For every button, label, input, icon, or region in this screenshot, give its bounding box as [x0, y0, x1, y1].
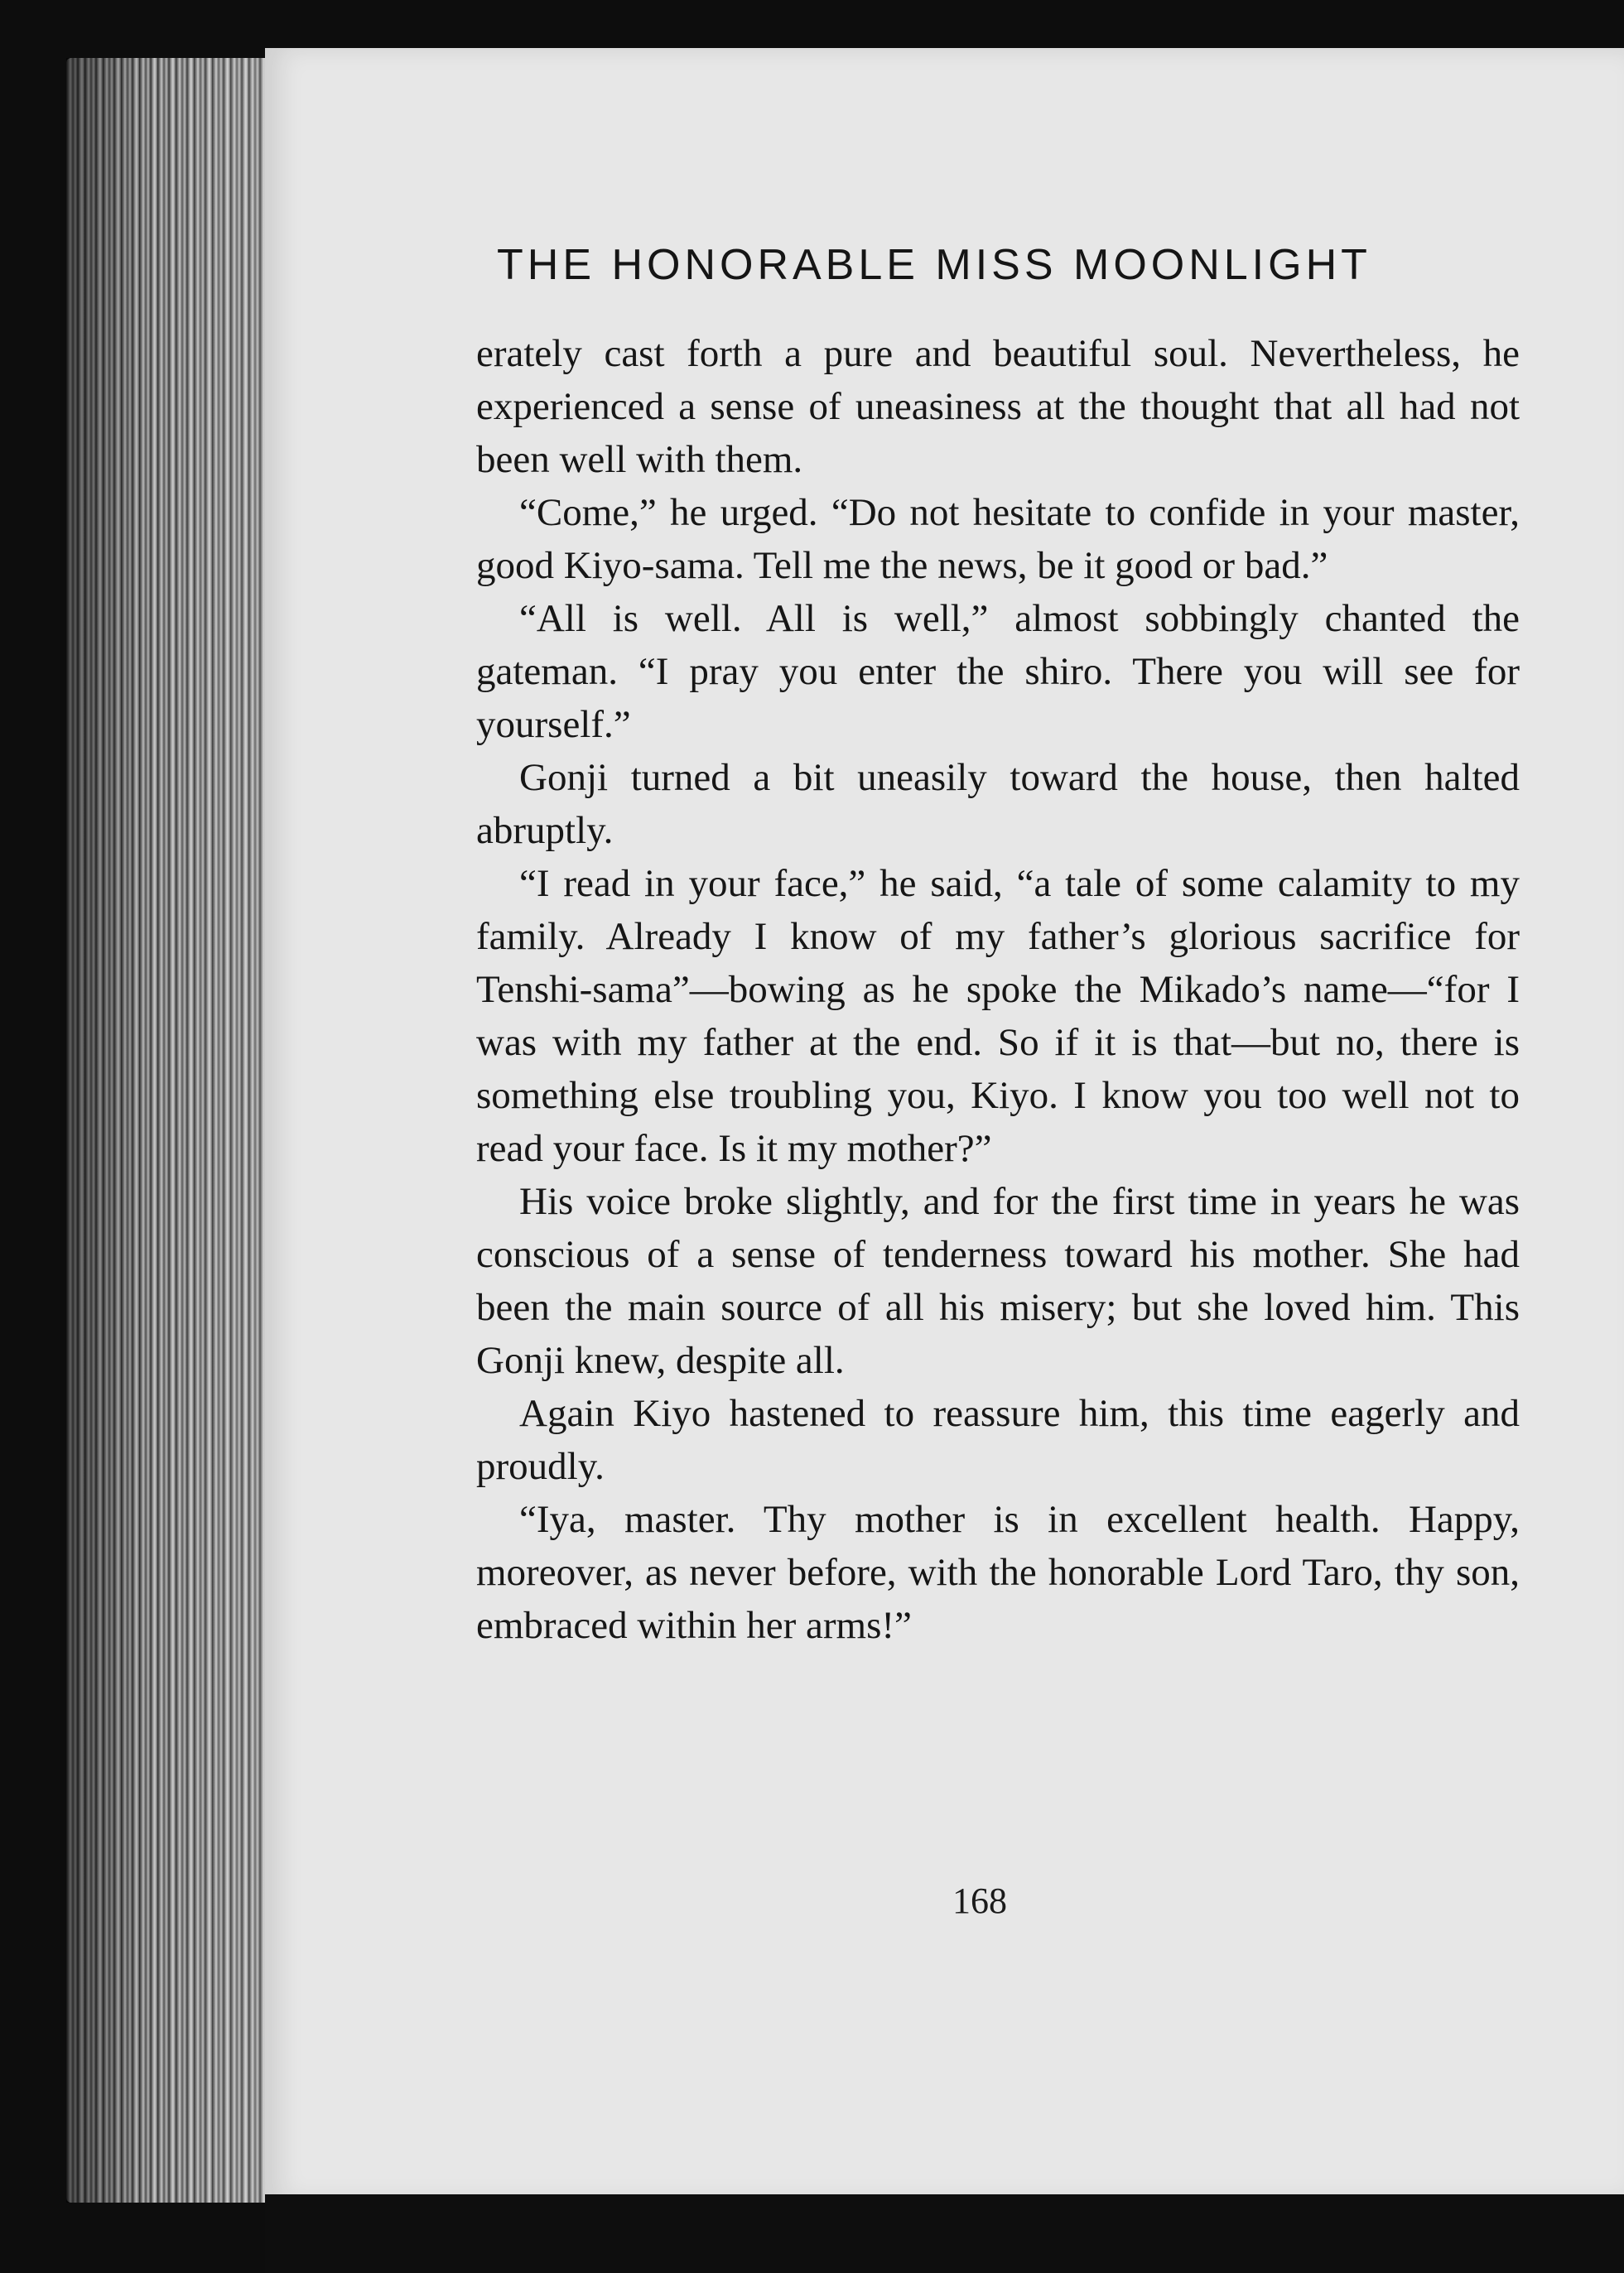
scan-bottom-edge — [265, 2194, 1624, 2273]
paragraph-7: Again Kiyo hastened to reassure him, this time eagerly and proudly. — [476, 1392, 1520, 1488]
paragraph-3: “All is well. All is well,” almost sobbingly chanted the gateman. “I pray you enter the shiro. There you will see for yourself.” — [476, 597, 1520, 746]
paragraph-8: “Iya, master. Thy mother is in excellent health. Happy, moreover, as never before, with the honorable Lord Taro, thy son, embraced within her arms!” — [476, 1498, 1520, 1647]
book-page-edges — [66, 58, 273, 2203]
paragraph-1: erately cast forth a pure and beautiful soul. Nevertheless, he experienced a sense of uneasiness at the thought that all had not been well with them. — [476, 332, 1520, 481]
body-text — [476, 327, 1520, 1652]
paragraph-4: Gonji turned a bit uneasily toward the house, then halted abruptly. — [476, 756, 1520, 852]
paragraph-2: “Come,” he urged. “Do not hesitate to confide in your master, good Kiyo-sama. Tell me the news, be it good or bad.” — [476, 491, 1520, 587]
page-number: 168 — [952, 1881, 1007, 1921]
running-head: THE HONORABLE MISS MOONLIGHT — [497, 241, 1371, 289]
paragraph-6: His voice broke slightly, and for the first time in years he was conscious of a sense of tenderness toward his mother. She had been the main source of all his misery; but she loved him. This Gonji knew, despite all. — [476, 1180, 1520, 1382]
paragraph-5: “I read in your face,” he said, “a tale of some calamity to my family. Already I know of my father’s glorious sacrifice for Tenshi-sama”—bowing as he spoke the Mikado’s name—“for I was with my father at the end. So if it is that—but no, there is something else troubling you, Kiyo. I know you too well not to read your face. Is it my mother?” — [476, 862, 1520, 1170]
